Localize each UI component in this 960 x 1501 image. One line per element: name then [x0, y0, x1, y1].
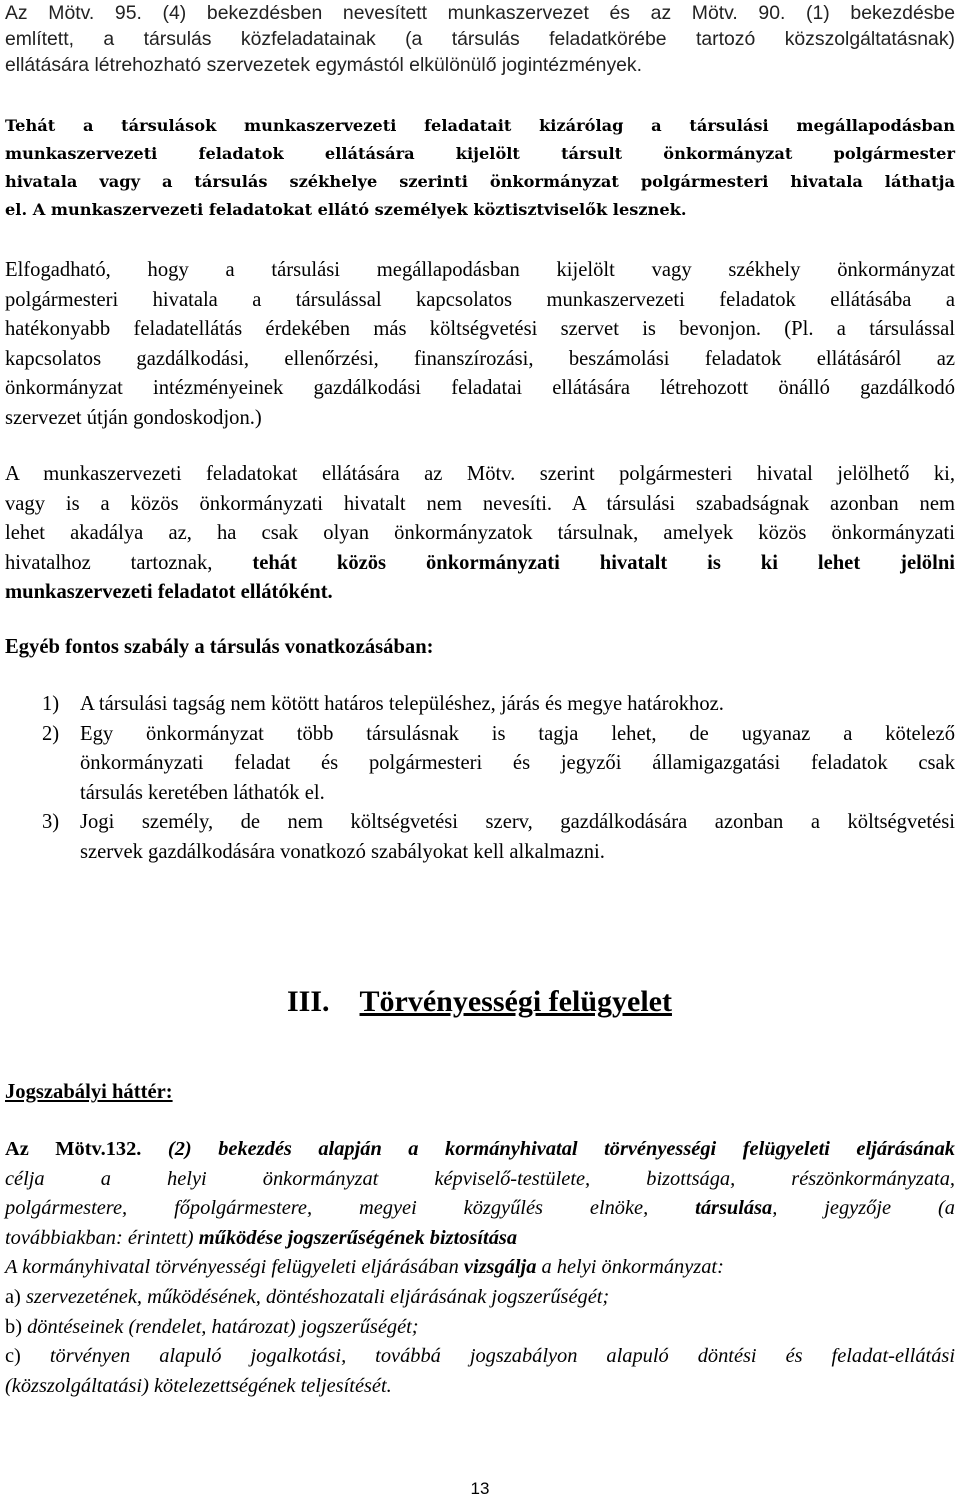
- item-label: a): [5, 1285, 21, 1308]
- emphasis-text: vizsgálja: [463, 1256, 537, 1279]
- text-line: [5, 549, 955, 579]
- text-line: önkormányzati feladat és polgármesteri és jegyzői államigazgatási feladatok csak: [80, 752, 955, 774]
- item-label: c): [5, 1345, 21, 1368]
- text-line: polgármesteri hivatala a társulással kapcsolatos munkaszervezeti feladatok ellátásába a: [5, 288, 955, 311]
- text-line: [5, 1313, 955, 1343]
- text-line: Elfogadható, hogy a társulási megállapodásban kijelölt vagy székhely önkormányzat: [5, 259, 955, 281]
- text-line: [5, 1224, 955, 1254]
- text-run: , jegyzője (a: [772, 1197, 955, 1220]
- item-label: b): [5, 1315, 22, 1338]
- text-line: említett, a társulás közfeladatainak (a társulás feladatkörébe tartozó közszolgáltatásnak): [5, 28, 955, 50]
- legal-text: [5, 1135, 955, 1401]
- text-run: szervezetének, működésének, döntéshozatali eljárásának jogszerűségét;: [25, 1285, 610, 1308]
- rules-list: [5, 690, 955, 867]
- paragraph-elfogadhato: [5, 256, 955, 433]
- text-run: hivatalhoz tartoznak,: [5, 551, 213, 574]
- section-heading: [287, 984, 672, 1020]
- law-reference: Az Mötv.132.: [5, 1138, 142, 1160]
- text-line: szervek gazdálkodására vonatkozó szabályokat kell alkalmazni.: [80, 840, 605, 863]
- list-number: 2): [42, 722, 60, 745]
- emphasis-text: (2) bekezdés alapján a kormányhivatal törvényességi felügyeleti eljárásának: [167, 1138, 956, 1160]
- emphasis-text: munkaszervezeti feladatot ellátóként.: [5, 581, 333, 603]
- emphasis-text: társulása: [695, 1197, 773, 1220]
- text-line: munkaszervezeti feladatok ellátására kijelölt társult önkormányzat polgármester: [5, 144, 955, 163]
- text-line: hatékonyabb feladatellátás érdekében más költségvetési szervet is bevonjon. (Pl. a társulással: [5, 318, 955, 340]
- text-line: vagy is a közös önkormányzati hivatalt nem nevesíti. A társulási szabadságnak azonban nem: [5, 492, 955, 515]
- bold-paragraph: [5, 112, 955, 224]
- rules-heading: Egyéb fontos szabály a társulás vonatkozásában:: [5, 636, 434, 658]
- text-line: Egy önkormányzat több társulásnak is tagja lehet, de ugyanaz a kötelező: [80, 722, 955, 745]
- section-title: Törvényességi felügyelet: [359, 985, 672, 1018]
- text-run: a helyi önkormányzat:: [541, 1256, 724, 1279]
- text-line: lehet akadálya az, ha csak olyan önkormányzatok társulnak, amelyek közös önkormányzati: [5, 522, 955, 544]
- intro-paragraph: [5, 0, 955, 78]
- page-number: 13: [470, 1479, 490, 1498]
- text-line: ellátására létrehozható szervezetek egymástól elkülönülő jogintézmények.: [5, 54, 643, 76]
- text-line: kapcsolatos gazdálkodási, ellenőrzési, finanszírozási, beszámolási feladatok ellátásáról az: [5, 347, 955, 370]
- text-run: továbbiakban: érintett): [5, 1226, 194, 1249]
- text-line: [5, 1194, 955, 1224]
- emphasis-text: működése jogszerűségének biztosítása: [198, 1226, 518, 1249]
- text-line: el. A munkaszervezeti feladatokat ellátó személyek köztisztviselők lesznek.: [5, 200, 687, 219]
- text-line: önkormányzat intézményeinek gazdálkodási feladatai ellátására létrehozott önálló gazdálkodó: [5, 377, 955, 399]
- text-line: [5, 1342, 955, 1372]
- text-line: Jogi személy, de nem költségvetési szerv, gazdálkodására azonban a költségvetési: [80, 811, 955, 833]
- list-item: [5, 720, 955, 809]
- text-line: Tehát a társulások munkaszervezeti feladatait kizárólag a társulási megállapodásban: [5, 116, 955, 135]
- text-run: polgármestere, főpolgármestere, megyei közgyűlés elnöke,: [5, 1197, 649, 1220]
- text-line: (közszolgáltatási) kötelezettségének teljesítését.: [5, 1374, 392, 1397]
- text-line: A társulási tagság nem kötött határos településhez, járás és megye határokhoz.: [80, 693, 724, 715]
- text-line: szervezet útján gondoskodjon.): [5, 406, 262, 429]
- list-number: 1): [42, 693, 60, 715]
- legal-background-heading: Jogszabályi háttér:: [5, 1081, 173, 1103]
- list-item: [5, 808, 955, 867]
- text-line: célja a helyi önkormányzat képviselő-testülete, bizottsága, részönkormányzata,: [5, 1167, 955, 1190]
- text-line: [5, 1283, 955, 1313]
- text-run: A kormányhivatal törvényességi felügyeleti eljárásában: [5, 1256, 459, 1279]
- text-line: [5, 1253, 955, 1283]
- list-number: 3): [42, 811, 60, 833]
- text-line: A munkaszervezeti feladatokat ellátására az Mötv. szerint polgármesteri hivatal jelölhető ki,: [5, 463, 955, 485]
- text-run: törvényen alapuló jogalkotási, továbbá jogszabályon alapuló döntési és feladat-ellátási: [49, 1345, 955, 1368]
- section-number: III.: [287, 985, 330, 1018]
- text-run: döntéseinek (rendelet, határozat) jogszerűségét;: [27, 1315, 419, 1338]
- paragraph-munkaszervezeti: [5, 460, 955, 608]
- list-item: [5, 690, 955, 720]
- text-line: [5, 1135, 955, 1165]
- text-line: Az Mötv. 95. (4) bekezdésben nevesített munkaszervezet és az Mötv. 90. (1) bekezdésbe: [5, 2, 955, 24]
- emphasis-text: tehát közös önkormányzati hivatalt is ki lehet jelölni: [252, 551, 955, 574]
- text-line: társulás keretében láthatók el.: [80, 781, 325, 804]
- text-line: hivatala vagy a társulás székhelye szerinti önkormányzat polgármesteri hivatala láthatja: [5, 172, 955, 191]
